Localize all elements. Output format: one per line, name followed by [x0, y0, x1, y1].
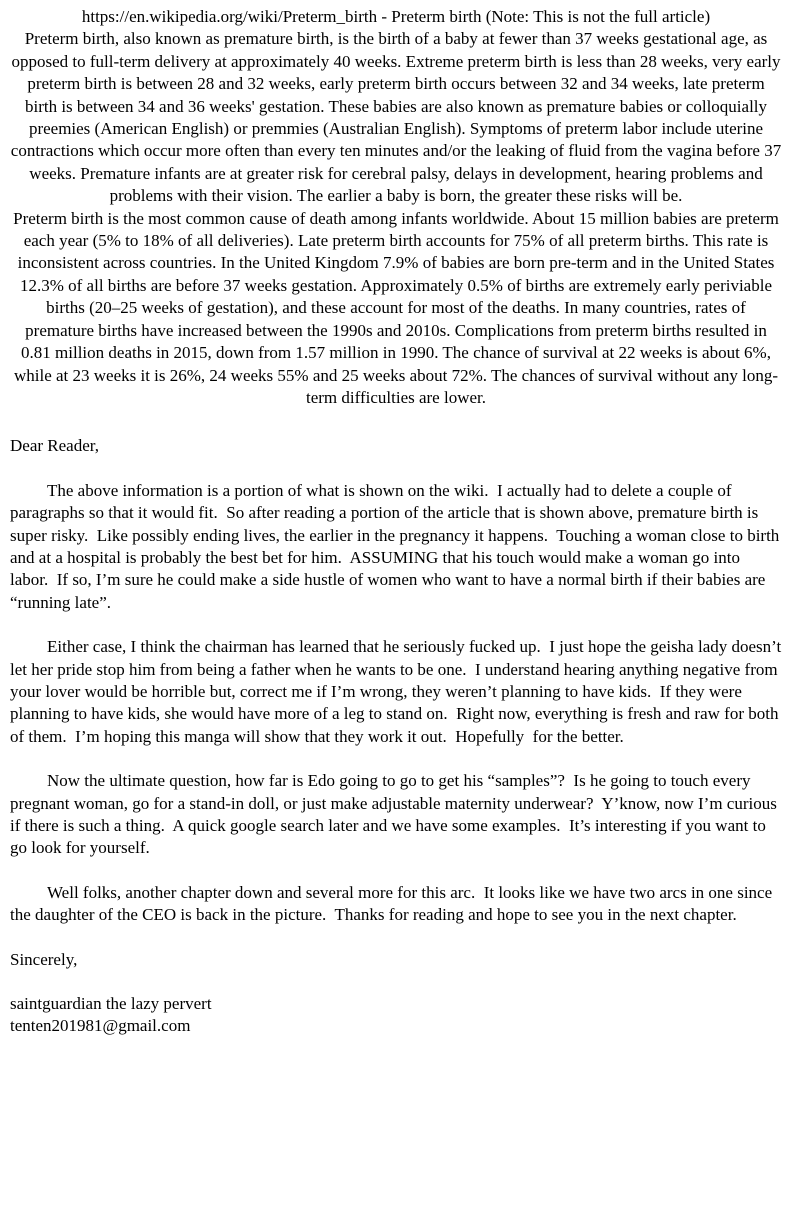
wiki-paragraph: Preterm birth is the most common cause of death among infants worldwide. About 15 million babies are preterm each year (5% to 18% of all deliveries). Late preterm birth accounts for 75% of all preterm births. This rate is inconsistent across countries. In the United Kingdom 7.9% of babies are born pre-term and in the United States 12.3% of all births are before 37 weeks gestation. Approximately 0.5% of births are extremely early periviable births (20–25 weeks of gestation), and these account for most of the deaths. In many countries, rates of premature births have increased between the 1990s and 2010s. Complications from preterm births resulted in 0.81 million deaths in 2015, down from 1.57 million in 1990. The chance of survival at 22 weeks is about 6%, while at 23 weeks it is 26%, 24 weeks 55% and 25 weeks about 72%. The chances of survival without any long-term difficulties are lower.: [13, 208, 779, 407]
letter-salutation: Dear Reader,: [10, 436, 99, 456]
reader-letter-section: [10, 435, 786, 1038]
signature-name: saintguardian the lazy pervert: [10, 994, 212, 1014]
signature-email: tenten201981@gmail.com: [10, 1016, 191, 1036]
letter-paragraph: Well folks, another chapter down and several more for this arc. It looks like we have two arcs in one since the daughter of the CEO is back in the picture. Thanks for reading and hope to see you in the next chapter.: [10, 882, 777, 925]
wiki-excerpt-section: [10, 6, 782, 409]
letter-paragraph: Either case, I think the chairman has learned that he seriously fucked up. I just hope the geisha lady doesn’t let her pride stop him from being a father when he wants to be one. I understand hearing anything negative from your lover would be horrible but, correct me if I’m wrong, they weren’t planning to have kids. If they were planning to have kids, she would have more of a leg to stand on. Right now, everything is fresh and raw for both of them. I’m hoping this manga will show that they work it out. Hopefully for the better.: [10, 637, 786, 746]
letter-paragraph: The above information is a portion of what is shown on the wiki. I actually had to delete a couple of paragraphs so that it would fit. So after reading a portion of the article that is shown above, premature birth is super risky. Like possibly ending lives, the earlier in the pregnancy it happens. Touching a woman close to birth and at a hospital is probably the best bet for him. ASSUMING that his touch would make a woman go into labor. If so, I’m sure he could make a side hustle of women who want to have a normal birth if their babies are “running late”.: [10, 480, 784, 612]
wiki-paragraph: Preterm birth, also known as premature birth, is the birth of a baby at fewer than 37 weeks gestational age, as opposed to full-term delivery at approximately 40 weeks. Extreme preterm birth is less than 28 weeks, very early preterm birth is between 28 and 32 weeks, early preterm birth occurs between 32 and 34 weeks, late preterm birth is between 34 and 36 weeks' gestation. These babies are also known as premature babies or colloquially preemies (American English) or premmies (Australian English). Symptoms of preterm labor include uterine contractions which occur more often than every ten minutes and/or the leaking of fluid from the vagina before 37 weeks. Premature infants are at greater risk for cerebral palsy, delays in development, hearing problems and problems with their vision. The earlier a baby is born, the greater these risks will be.: [10, 29, 782, 206]
letter-paragraph: Now the ultimate question, how far is Edo going to go to get his “samples”? Is he going to touch every pregnant woman, go for a stand-in doll, or just make adjustable maternity underwear? Y’know, now I’m curious if there is such a thing. A quick google search later and we have some examples. It’s interesting if you want to go look for yourself.: [10, 771, 782, 858]
letter-closing: Sincerely,: [10, 949, 78, 969]
wiki-source-header-line: https://en.wikipedia.org/wiki/Preterm_birth - Preterm birth (Note: This is not the full article): [81, 7, 711, 26]
